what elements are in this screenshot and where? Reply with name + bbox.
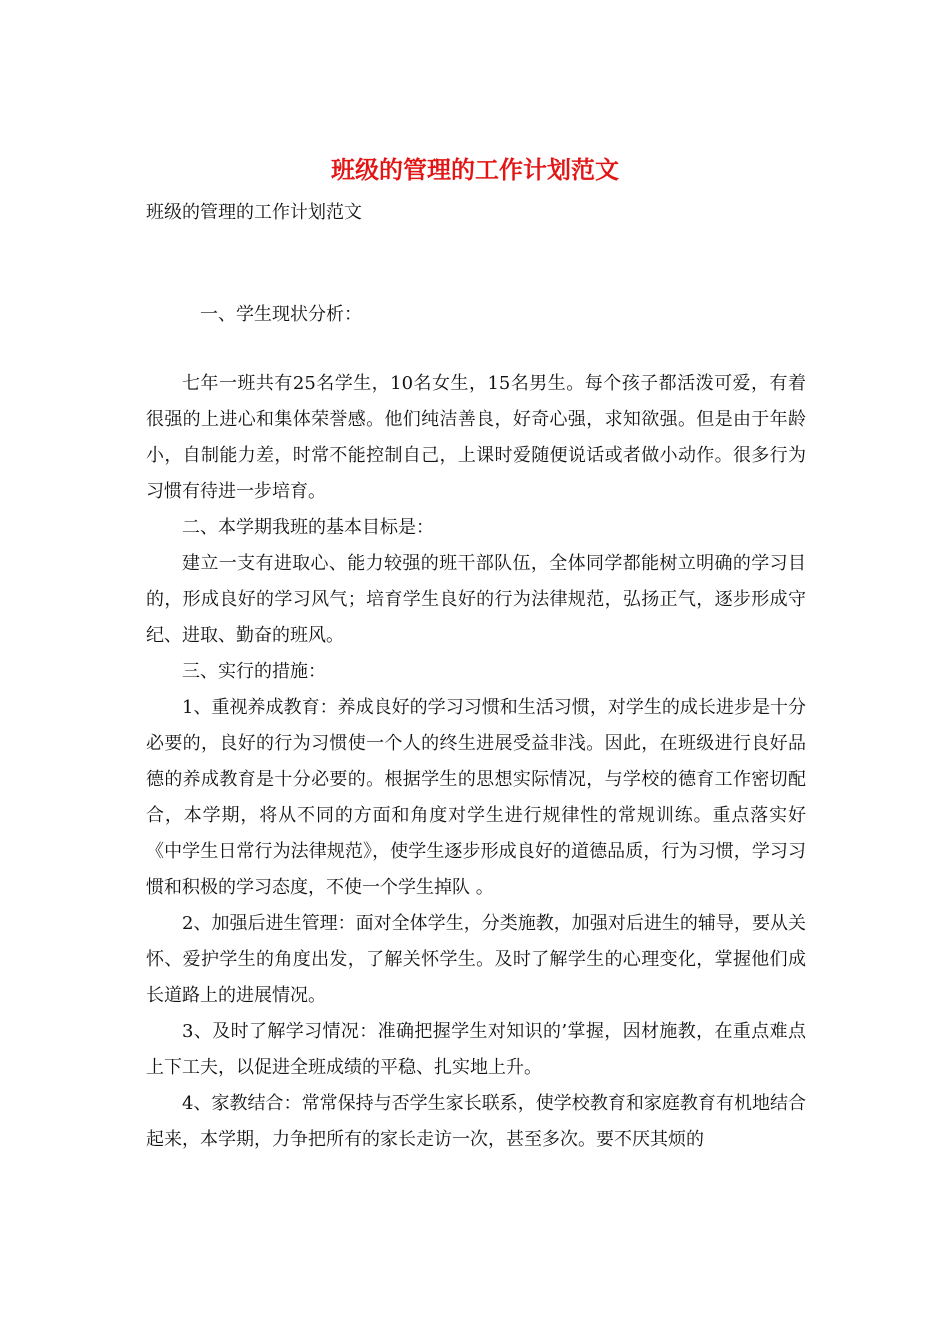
section-heading-analysis: 一、学生现状分析： — [200, 304, 362, 325]
paragraph-measure-habits: 1、重视养成教育：养成良好的学习习惯和生活习惯，对学生的成长进步是十分必要的，良好的行为习惯使一个人的终生进展受益非浅。因此，在班级进行良好品德的养成教育是十分必要的。根据学生的思想实际情况，与学校的德育工作密切配合，本学期，将从不同的方面和角度对学生进行规律性的常规训练。重点落实好《中学生日常行为法律规范》，使学生逐步形成良好的道德品质，行为习惯，学习习惯和积极的学习态度，不使一个学生掉队 。 — [146, 697, 806, 898]
document-subtitle: 班级的管理的工作计划范文 — [146, 202, 362, 223]
document-body — [146, 366, 806, 1158]
section-heading-measures: 三、实行的措施： — [182, 661, 326, 682]
paragraph-measure-learning: 3、及时了解学习情况：准确把握学生对知识的’掌握，因材施教，在重点难点上下工夫，以促进全班成绩的平稳、扎实地上升。 — [146, 1021, 806, 1078]
section-heading-goals: 二、本学期我班的基本目标是： — [182, 517, 434, 538]
paragraph-measure-family: 4、家教结合：常常保持与否学生家长联系，使学校教育和家庭教育有机地结合起来，本学期，力争把所有的家长走访一次，甚至多次。要不厌其烦的 — [146, 1093, 806, 1150]
paragraph-goals: 建立一支有进取心、能力较强的班干部队伍，全体同学都能树立明确的学习目的，形成良好的学习风气；培育学生良好的行为法律规范，弘扬正气，逐步形成守纪、进取、勤奋的班风。 — [146, 553, 806, 646]
document-title: 班级的管理的工作计划范文 — [331, 155, 619, 184]
paragraph-measure-struggling-students: 2、加强后进生管理：面对全体学生，分类施教，加强对后进生的辅导，要从关怀、爱护学生的角度出发，了解关怀学生。及时了解学生的心理变化，掌握他们成长道路上的进展情况。 — [146, 913, 806, 1006]
paragraph-student-status: 七年一班共有25名学生，10名女生，15名男生。每个孩子都活泼可爱，有着很强的上进心和集体荣誉感。他们纯洁善良，好奇心强，求知欲强。但是由于年龄小，自制能力差，时常不能控制自己，上课时爱随便说话或者做小动作。很多行为习惯有待进一步培育。 — [146, 373, 806, 502]
